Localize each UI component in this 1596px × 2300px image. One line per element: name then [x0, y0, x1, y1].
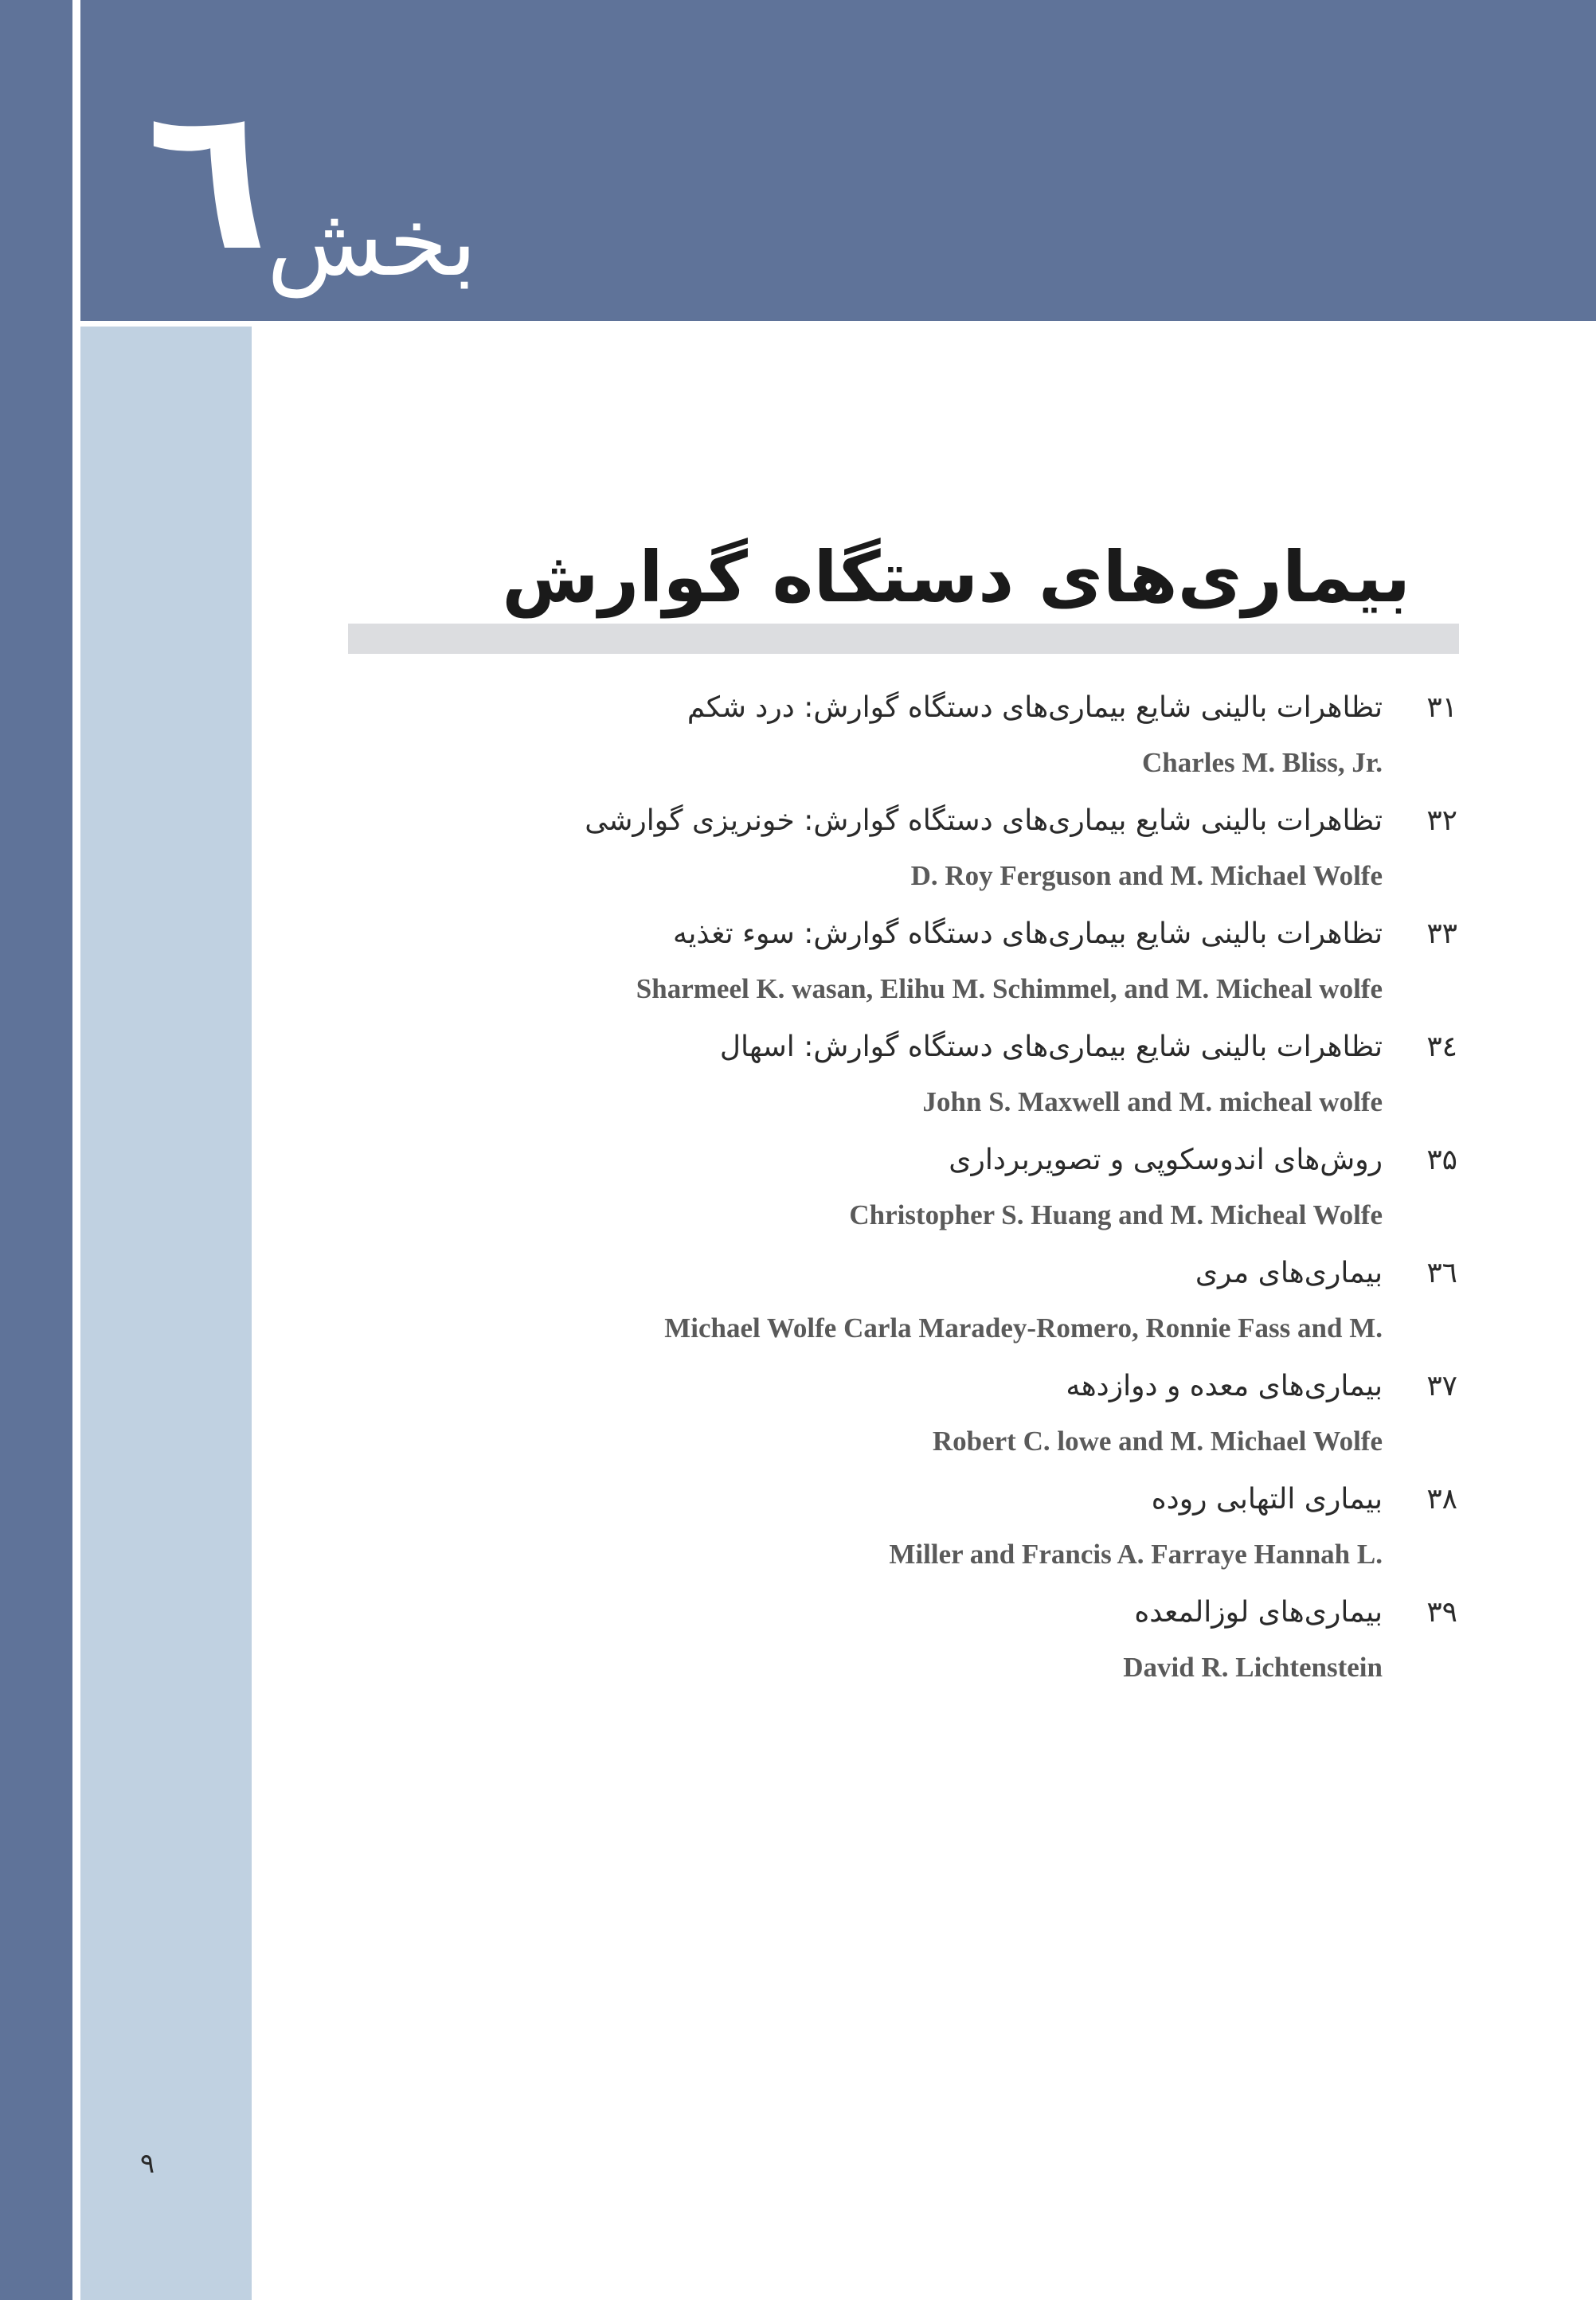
chapter-number: ۳۷ [1426, 1370, 1457, 1402]
chapter-title: روش‌های اندوسکوپی و تصویربرداری [949, 1144, 1383, 1176]
chapter-item [0, 1249, 1596, 1360]
part-number: ٦ [146, 63, 268, 295]
chapter-number: ۳۵ [1426, 1144, 1457, 1176]
page-number: ۹ [139, 2148, 155, 2180]
chapter-title: تظاهرات بالینی شایع بیماری‌های دستگاه گوارش: اسهال [719, 1031, 1383, 1063]
chapter-item [0, 683, 1596, 795]
chapter-title: تظاهرات بالینی شایع بیماری‌های دستگاه گوارش: سوء تغذیه [673, 917, 1383, 950]
chapter-title: تظاهرات بالینی شایع بیماری‌های دستگاه گوارش: درد شکم [687, 691, 1383, 724]
chapter-number: ۳۱ [1426, 691, 1457, 724]
chapter-title: بیماری‌های مری [1195, 1257, 1383, 1289]
chapter-authors: Michael Wolfe Carla Maradey-Romero, Ronnie Fass and M. [664, 1312, 1383, 1344]
chapter-number: ۳۹ [1426, 1596, 1457, 1629]
chapter-authors: Robert C. lowe and M. Michael Wolfe [932, 1426, 1383, 1457]
title-underline-rule [348, 624, 1459, 654]
chapter-authors: Miller and Francis A. Farraye Hannah L. [889, 1539, 1383, 1570]
chapter-item [0, 796, 1596, 908]
chapter-title: بیماری التهابی روده [1151, 1483, 1383, 1516]
chapter-item [0, 1362, 1596, 1473]
chapter-authors: Christopher S. Huang and M. Micheal Wolfe [849, 1199, 1383, 1230]
chapter-authors: John S. Maxwell and M. micheal wolfe [922, 1086, 1383, 1117]
chapter-title: بیماری‌های معده و دوازدهه [1066, 1370, 1383, 1402]
section-title: بیماری‌های دستگاه گوارش [502, 536, 1410, 618]
chapter-title: تظاهرات بالینی شایع بیماری‌های دستگاه گوارش: خونریزی گوارشی [585, 804, 1383, 837]
chapter-item [0, 1023, 1596, 1134]
chapter-item [0, 1475, 1596, 1586]
chapter-authors: Charles M. Bliss, Jr. [1141, 747, 1383, 778]
chapter-authors: Sharmeel K. wasan, Elihu M. Schimmel, and M. Micheal wolfe [636, 973, 1383, 1004]
chapter-item [0, 1136, 1596, 1247]
chapter-authors: D. Roy Ferguson and M. Michael Wolfe [910, 860, 1383, 891]
chapter-item [0, 909, 1596, 1021]
chapter-item [0, 1588, 1596, 1700]
chapter-authors: David R. Lichtenstein [1123, 1652, 1383, 1683]
chapter-number: ۳۳ [1426, 917, 1457, 950]
chapter-number: ۳٤ [1426, 1031, 1457, 1063]
part-label: بخش [267, 187, 477, 298]
chapter-number: ۳٦ [1426, 1257, 1457, 1289]
chapter-number: ۳۸ [1426, 1483, 1457, 1516]
chapter-number: ۳۲ [1426, 804, 1457, 837]
chapter-title: بیماری‌های لوزالمعده [1134, 1596, 1383, 1629]
